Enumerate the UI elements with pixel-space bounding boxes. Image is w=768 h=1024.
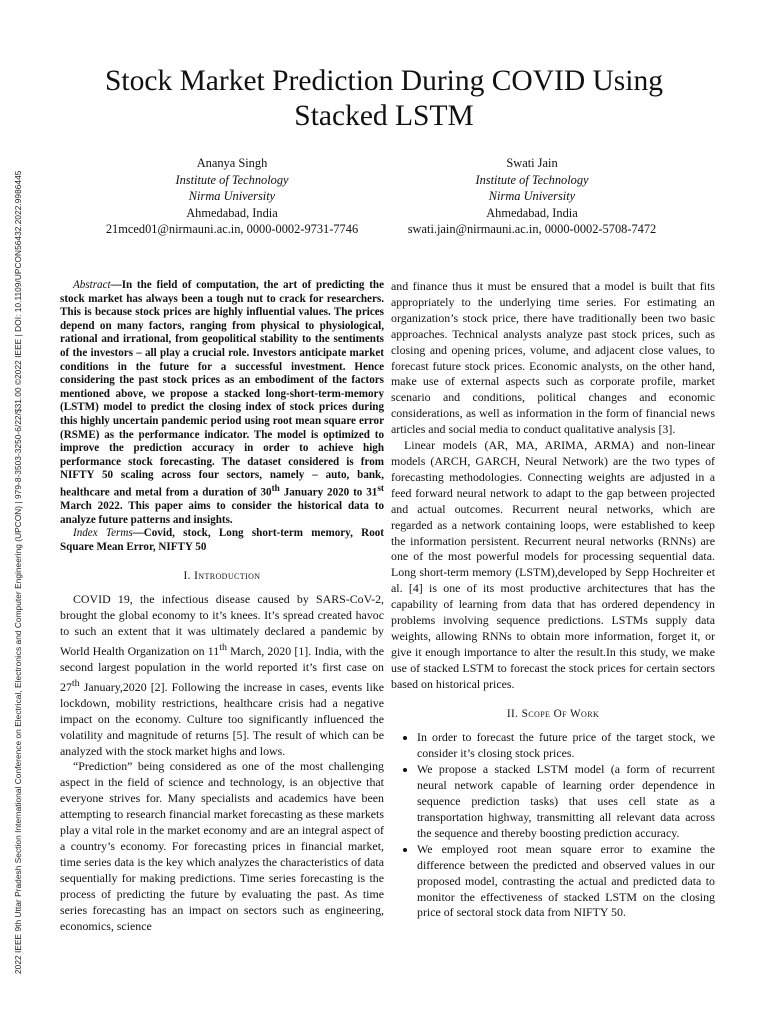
scope-list — [391, 730, 715, 921]
index-terms: Index Terms—Covid, stock, Long short-term memory, Root Square Mean Error, NIFTY 50 — [60, 527, 384, 553]
author-name: Ananya Singh — [196, 156, 268, 170]
scope-item: • We employed root mean square error to examine the difference between the predicted and observed values in our proposed model, contrasting the actual and predicted data to monitor the effectiveness of stacked LSTM on the closing price of sectoral stock data from NIFTY 50. — [417, 842, 715, 922]
right-column — [391, 279, 715, 921]
author-city: Ahmedabad, India — [486, 205, 578, 220]
conference-sidebar — [0, 0, 26, 1024]
author-block-2 — [362, 155, 702, 238]
author-university: Nirma University — [488, 189, 576, 203]
author-city: Ahmedabad, India — [186, 205, 278, 220]
author-contact: swati.jain@nirmauni.ac.in, 0000-0002-5708-7472 — [407, 222, 657, 236]
intro-paragraph-3: and finance thus it must be ensured that a model is built that fits appropriately to the underlying time series. For estimating an organization’s stock price, there have traditionally been two basic approaches. Technical analysts analyze past stock prices, such as closing and opening prices, volume, and adjacent close values, to forecast future stock prices. Economic analysts, on the other hand, make use of external aspects such as corporate profile, market scenario and conditions, political changes and economic considerations, as well as information in the form of financial news articles and social media to conduct qualitative analysis [3]. — [391, 279, 715, 437]
section-heading-scope: II. Scope Of Work — [506, 707, 600, 720]
section-heading-introduction: I. Introduction — [183, 569, 261, 582]
left-column — [60, 279, 384, 934]
intro-paragraph-4: Linear models (AR, MA, ARIMA, ARMA) and non-linear models (ARCH, GARCH, Neural Network) are the two types of forecasting methodologies. Connecting weights are adjusted in a feed forward neural network to adapt to the gap between projected and actual outcomes. Recurrent neural networks, which are regarded as a network containing loops, were established to keep the information persistent. Recurrent neural networks (RNNs) are one of the most powerful models for processing sequential data. Long short-term memory (LSTM),developed by Sepp Hochreiter et al. [4] is one of its most productive architectures that has the capability of learning from data that has ordered dependency in problems involving sequence predictions. LSTMs supply data weights, allowing RNNs to obtain more information, forget it, or give it enough importance to alter the result.In this study, we make use of stacked LSTM to forecast the stock prices for certain sectors based on historical prices. — [391, 438, 715, 691]
author-contact: 21mced01@nirmauni.ac.in, 0000-0002-9731-7746 — [105, 222, 359, 236]
author-name: Swati Jain — [506, 156, 558, 170]
author-university: Nirma University — [188, 189, 276, 203]
conference-citation: 2022 IEEE 9th Uttar Pradesh Section International Conference on Electrical, Electronics and Computer Engineering (UPCON) | 979-8-3503-3250-6/22/$31.00 ©2022 IEEE | DOI: 10.1109/UPCON56432.2022.9986445 — [13, 170, 23, 974]
author-institute: Institute of Technology — [175, 172, 289, 187]
intro-paragraph-2: “Prediction” being considered as one of the most challenging aspect in the field of science and technology, is an objective that everyone strives for. Many specialists and academics have been attempting to research financial market forecasting as these markets play a vital role in the market economy and are an integral aspect of a country’s economy. For forecasting prices in financial market, time series data is the key which analyzes the characteristics of data sequentially for making predictions. Time series forecasting is the process of predicting the future by evaluating the past. As time series forecasting has an impact on sectors such as engineering, economics, science — [60, 759, 384, 933]
author-block-1 — [62, 155, 402, 238]
paper-title: Stock Market Prediction During COVID Using Stacked LSTM — [105, 65, 663, 132]
scope-item: • We propose a stacked LSTM model (a form of recurrent neural network capable of learning order dependence in sequence prediction tasks) that uses cell state as a transportation highway, transmitting all relevant data across the sequence and thereby boosting prediction accuracy. — [417, 762, 715, 842]
abstract: Abstract—In the field of computation, the art of predicting the stock market has always been a tough nut to crack for researchers. This is because stock prices are highly influential values. The prices depend on many factors, ranging from physical to physiological, rational and irrational, from geopolitical stability to the sentiments of the investors – all play a crucial role. Investors anticipate market conditions in the future for a successful investment. Hence considering the past stock prices as an embodiment of the factors mentioned above, we propose a stacked long-short-term-memory (LSTM) model to predict the closing index of stock prices during this highly uncertain pandemic period using root mean square error (RSME) as the performance indicator. The model is optimized to improve the prediction accuracy in order to achieve high performance stock forecasting. The dataset considered is from NIFTY 50 scaling across four sectors, namely – auto, bank, healthcare and metal from a duration of 30th January 2020 to 31st March 2022. This paper aims to consider the historical data to analyze future patterns and insights. — [60, 279, 384, 526]
author-institute: Institute of Technology — [475, 172, 589, 187]
intro-paragraph-1: COVID 19, the infectious disease caused by SARS-CoV-2, brought the global economy to it’s knees. It’s spread created havoc to such an extent that it was ultimately declared a pandemic by World Health Organization on 11th March, 2020 [1]. India, with the second largest population in the world reported it’s first case on 27th January,2020 [2]. Following the increase in cases, events like lockdown, mobility restrictions, healthcare crisis had a negative impact on the economy. Culture too significantly influenced the volatility and magnitude of returns [5]. The result of which can be analyzed with the stock market highs and lows. — [60, 592, 384, 758]
scope-item: • In order to forecast the future price of the target stock, we consider it’s closing stock prices. — [417, 730, 715, 762]
